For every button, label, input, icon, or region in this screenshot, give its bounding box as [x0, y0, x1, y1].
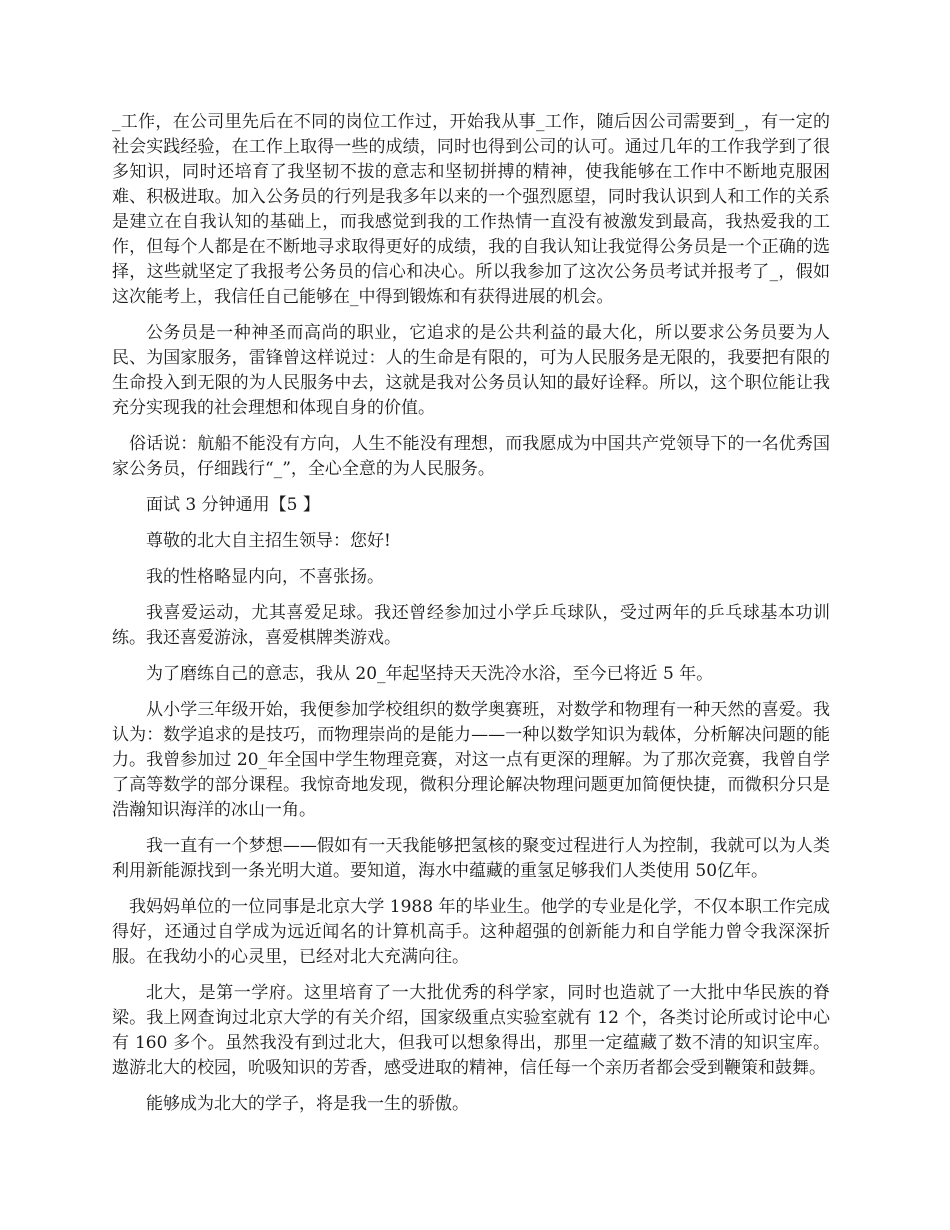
- paragraph-proverb: 俗话说：航船不能没有方向，人生不能没有理想，而我愿成为中国共产党领导下的一名优秀国家公务员，仔细践行“_”，全心全意的为人民服务。: [112, 434, 830, 479]
- section-heading: 面试 3 分钟通用【5 】: [146, 495, 320, 515]
- paragraph-peking-university: 北大，是第一学府。这里培育了一大批优秀的科学家，同时也造就了一大批中华民族的脊梁。我上网查询过北京大学的有关介绍，国家级重点实验室就有 12 个，各类讨论所或讨论中心有 160 多个。虽然我没有到过北大，但我可以想象得出，那里一定蕴藏了数不清的知识宝库。遨游北大的校园，吮吸知识的芳香，感受进取的精神，信任每一个亲历者都会受到鞭策和鼓舞。: [112, 983, 830, 1078]
- paragraph-work-experience: _工作，在公司里先后在不同的岗位工作过，开始我从事_工作，随后因公司需要到_，有一定的社会实践经验，在工作上取得一些的成绩，同时也得到公司的认可。通过几年的工作我学到了很多知识，同时还培育了我坚韧不拔的意志和坚韧拼搏的精神，使我能够在工作中不断地克服困难、积极进取。加入公务员的行列是我多年以来的一个强烈愿望，同时我认识到人和工作的关系是建立在自我认知的基础上，而我感觉到我的工作热情一直没有被激发到最高，我热爱我的工作，但每个人都是在不断地寻求取得更好的成绩，我的自我认知让我觉得公务员是一个正确的选择，这些就坚定了我报考公务员的信心和决心。所以我参加了这次公务员考试并报考了_，假如这次能考上，我信任自己能够在_中得到锻炼和有获得进展的机会。: [112, 112, 830, 307]
- paragraph-greeting: 尊敬的北大自主招生领导：您好!: [146, 531, 391, 551]
- paragraph-dream: 我一直有一个梦想——假如有一天我能够把氢核的聚变过程进行人为控制，我就可以为人类利用新能源找到一条光明大道。要知道，海水中蕴藏的重氢足够我们人类使用 50亿年。: [112, 836, 830, 881]
- paragraph-math-physics: 从小学三年级开始，我便参加学校组织的数学奥赛班，对数学和物理有一种天然的喜爱。我认为：数学追求的是技巧，而物理崇尚的是能力——一种以数学知识为载体，分析解决问题的能力。我曾参加过 20_年全国中学生物理竞赛，对这一点有更深的理解。为了那次竞赛，我曾自学了高等数学的部分课程。我惊奇地发现，微积分理论解决物理问题更加简便快捷，而微积分只是浩瀚知识海洋的冰山一角。: [112, 700, 830, 820]
- paragraph-conclusion: 能够成为北大的学子，将是我一生的骄傲。: [146, 1094, 469, 1114]
- paragraph-cold-bath: 为了磨练自己的意志，我从 20_年起坚持天天洗冷水浴，至今已将近 5 年。: [146, 664, 714, 684]
- paragraph-hobbies: 我喜爱运动，尤其喜爱足球。我还曾经参加过小学乒乓球队，受过两年的乒乓球基本功训练。我还喜爱游泳，喜爱棋牌类游戏。: [112, 603, 830, 648]
- paragraph-personality: 我的性格略显内向，不喜张扬。: [146, 567, 384, 587]
- document-page: [112, 110, 830, 1128]
- paragraph-mother-colleague: 我妈妈单位的一位同事是北京大学 1988 年的毕业生。他学的专业是化学，不仅本职工作完成得好，还通过自学成为远近闻名的计算机高手。这种超强的创新能力和自学能力曾令我深深折服。在我幼小的心灵里，已经对北大充满向往。: [112, 897, 830, 967]
- paragraph-civil-servant: 公务员是一种神圣而高尚的职业，它追求的是公共利益的最大化，所以要求公务员要为人民、为国家服务，雷锋曾这样说过：人的生命是有限的，可为人民服务是无限的，我要把有限的生命投入到无限的为人民服务中去，这就是我对公务员认知的最好诠释。所以，这个职位能让我充分实现我的社会理想和体现自身的价值。: [112, 323, 830, 418]
